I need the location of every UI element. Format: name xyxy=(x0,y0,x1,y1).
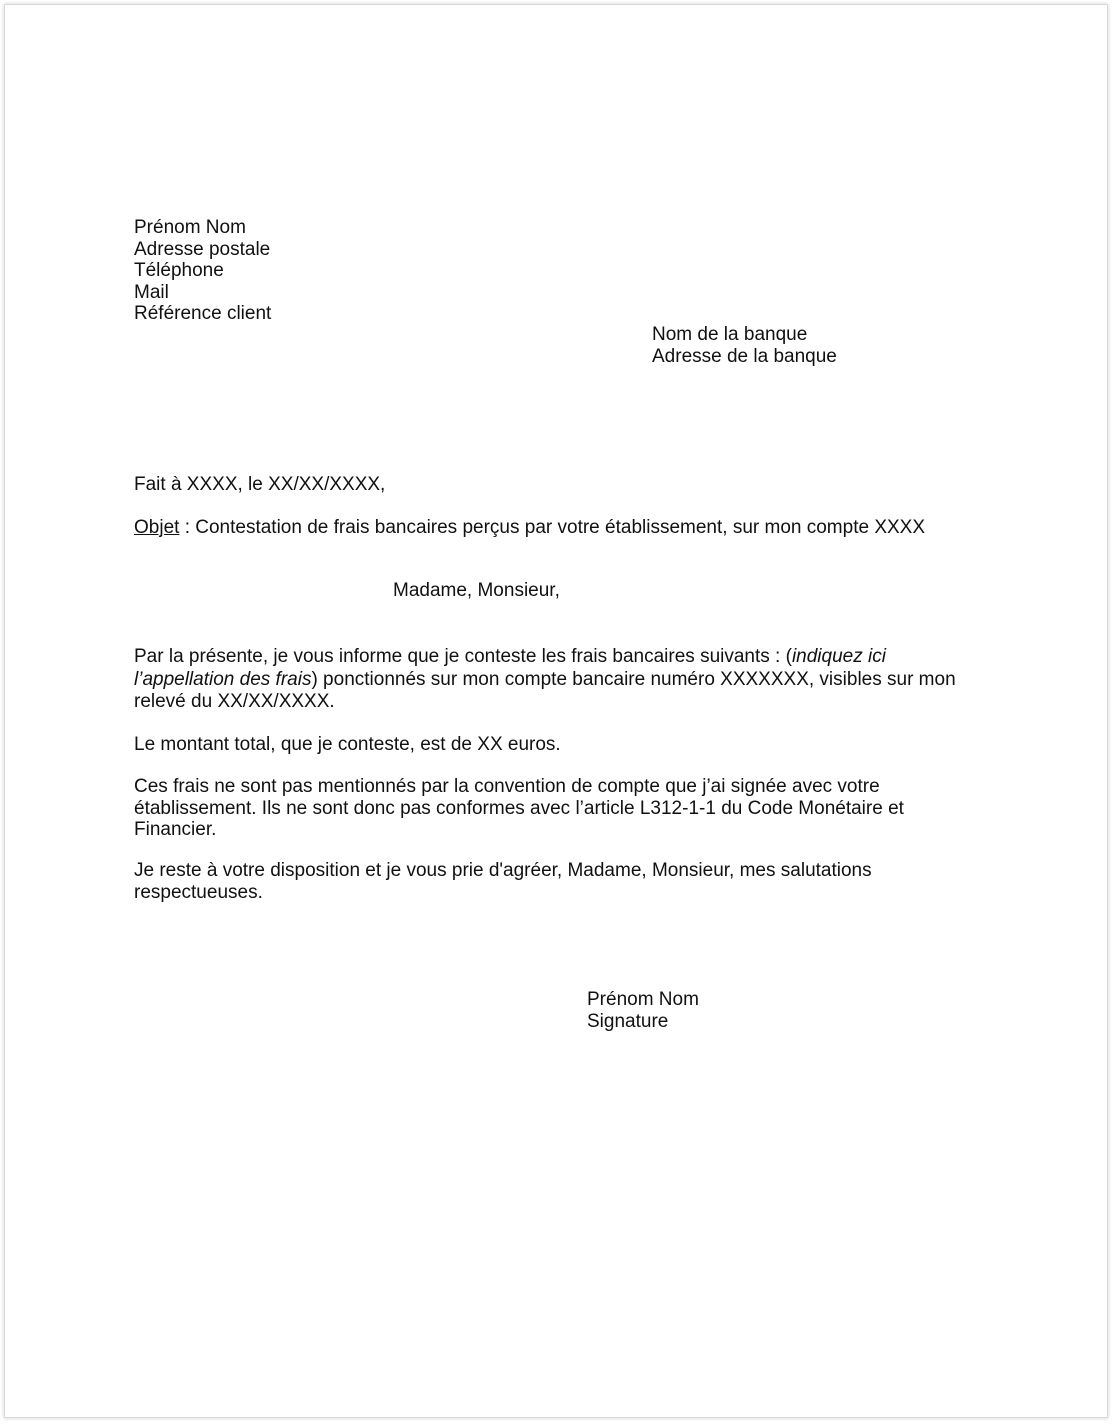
body-p1-text-start: Par la présente, je vous informe que je conteste les frais bancaires suivants : ( xyxy=(134,646,792,667)
subject-line xyxy=(134,517,925,539)
sender-client-reference: Référence client xyxy=(134,303,272,324)
signature-label: Signature xyxy=(587,1010,669,1032)
date-line: Fait à XXXX, le XX/XX/XXXX, xyxy=(134,474,386,495)
sender-address: Adresse postale xyxy=(134,238,271,260)
body-paragraph-4: Je reste à votre disposition et je vous prie d'agréer, Madame, Monsieur, mes salutations respectueuses. xyxy=(134,860,872,903)
signature-block xyxy=(587,989,699,1032)
body-p1-italic-note: indiquez ici l’appellation des frais xyxy=(134,646,886,690)
sender-mail: Mail xyxy=(134,281,169,303)
recipient-bank-address: Adresse de la banque xyxy=(652,345,837,367)
body-paragraph-3: Ces frais ne sont pas mentionnés par la convention de compte que j’ai signée avec votre établissement. Ils ne sont donc pas conformes avec l’article L312-1-1 du Code Monétaire et Financier. xyxy=(134,776,904,840)
body-paragraph-1 xyxy=(134,646,964,714)
recipient-block xyxy=(652,324,837,367)
sender-name: Prénom Nom xyxy=(134,217,246,238)
document-page xyxy=(4,4,1108,1418)
body-paragraph-2: Le montant total, que je conteste, est de XX euros. xyxy=(134,734,561,755)
salutation: Madame, Monsieur, xyxy=(393,580,560,601)
body-p1-text-end: ) ponctionnés sur mon compte bancaire numéro XXXXXXX, visibles sur mon relevé du XX/XX/XXXX. xyxy=(134,668,956,712)
recipient-bank-name: Nom de la banque xyxy=(652,324,808,345)
signature-name: Prénom Nom xyxy=(587,989,699,1010)
subject-label: Objet xyxy=(134,517,180,538)
subject-text: : Contestation de frais bancaires perçus par votre établissement, sur mon compte XXXX xyxy=(179,517,926,538)
sender-block xyxy=(134,217,271,325)
sender-phone: Téléphone xyxy=(134,260,224,281)
